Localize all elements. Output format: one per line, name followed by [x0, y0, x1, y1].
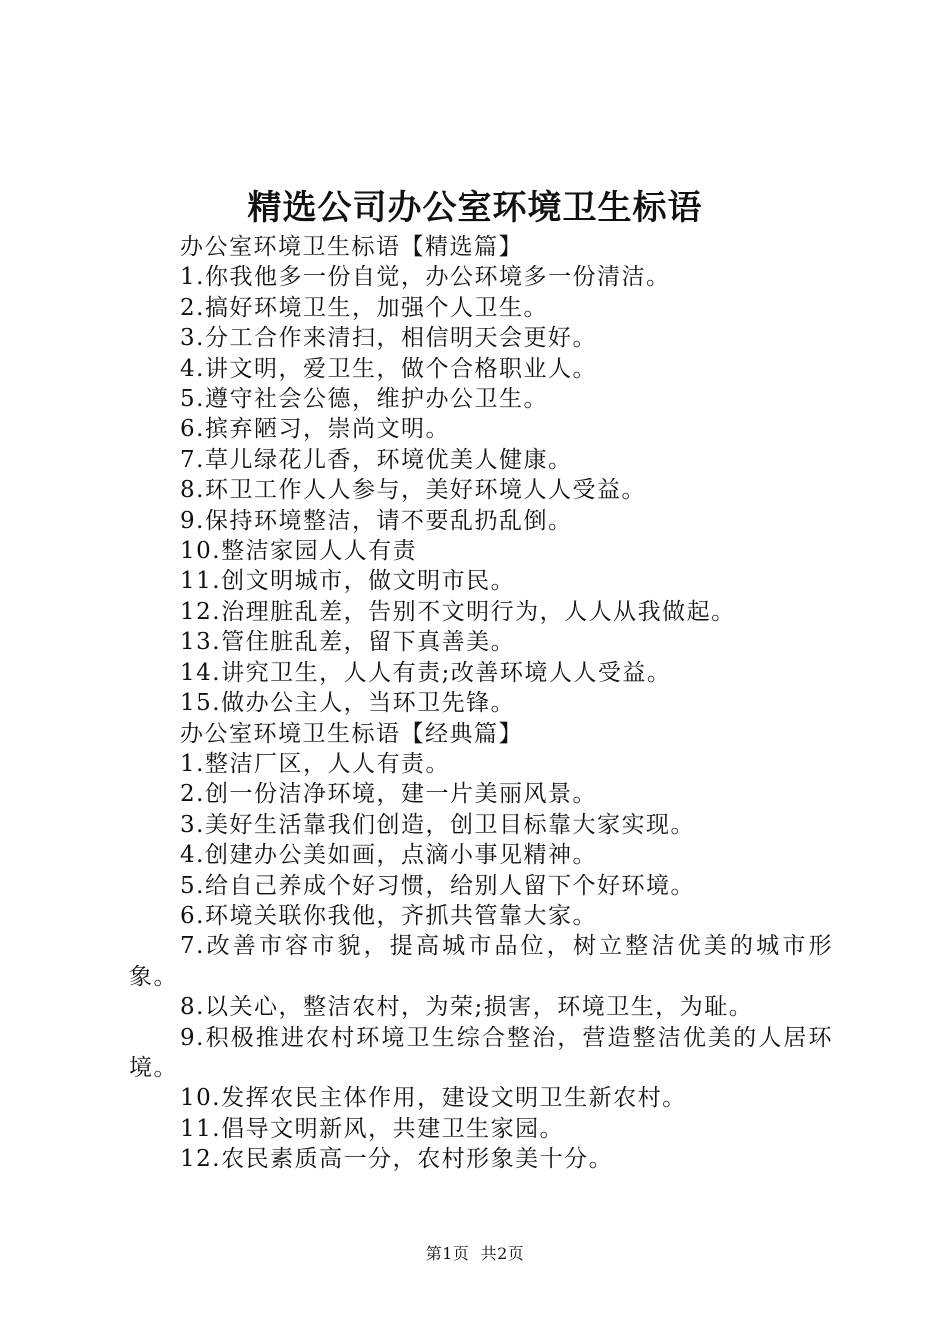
slogan-item: 10.整洁家园人人有责	[180, 538, 418, 565]
slogan-item: 6.摈弃陋习，崇尚文明。	[180, 416, 450, 443]
slogan-item: 9.积极推进农村环境卫生综合整治，营造整洁优美的人居环境。	[129, 1024, 833, 1081]
slogan-item: 4.创建办公美如画，点滴小事见精神。	[180, 842, 597, 869]
slogan-item: 11.倡导文明新风，共建卫生家园。	[180, 1115, 565, 1142]
slogan-item: 8.环卫工作人人参与，美好环境人人受益。	[180, 477, 646, 504]
slogan-item: 1.你我他多一份自觉，办公环境多一份清洁。	[180, 264, 671, 291]
slogan-item: 4.讲文明，爱卫生，做个合格职业人。	[180, 355, 597, 382]
section-heading-selected: 办公室环境卫生标语【精选篇】	[180, 234, 523, 260]
slogan-item: 2.创一份洁净环境，建一片美丽风景。	[180, 781, 597, 808]
slogan-item: 6.环境关联你我他，齐抓共管靠大家。	[180, 902, 597, 929]
document-body	[129, 232, 833, 1175]
slogan-item: 12.农民素质高一分，农村形象美十分。	[180, 1146, 614, 1173]
section-heading-classic: 办公室环境卫生标语【经典篇】	[180, 720, 523, 747]
slogan-item: 11.创文明城市，做文明市民。	[180, 568, 516, 595]
slogan-item: 12.治理脏乱差，告别不文明行为，人人从我做起。	[180, 598, 736, 625]
slogan-item: 3.分工合作来清扫，相信明天会更好。	[180, 325, 597, 352]
slogan-item: 7.草儿绿花儿香，环境优美人健康。	[180, 446, 573, 473]
slogan-item: 8.以关心，整洁农村，为荣;损害，环境卫生，为耻。	[180, 994, 754, 1021]
slogan-item: 2.搞好环境卫生，加强个人卫生。	[180, 294, 548, 321]
slogan-item: 5.遵守社会公德，维护办公卫生。	[180, 386, 548, 413]
document-title: 精选公司办公室环境卫生标语	[247, 188, 703, 228]
slogan-item: 7.改善市容市貌，提高城市品位，树立整洁优美的城市形象。	[129, 933, 833, 990]
slogan-item: 15.做办公主人，当环卫先锋。	[180, 690, 516, 717]
slogan-item: 14.讲究卫生，人人有责;改善环境人人受益。	[180, 659, 672, 686]
slogan-item: 9.保持环境整洁，请不要乱扔乱倒。	[180, 507, 573, 534]
slogan-item: 10.发挥农民主体作用，建设文明卫生新农村。	[180, 1085, 687, 1112]
slogan-item: 13.管住脏乱差，留下真善美。	[180, 629, 516, 656]
slogan-item: 1.整洁厂区，人人有责。	[180, 750, 450, 777]
page-number-label: 第1页 共2页	[425, 1244, 525, 1263]
page-footer	[0, 1242, 950, 1266]
slogan-item: 5.给自己养成个好习惯，给别人留下个好环境。	[180, 872, 695, 899]
slogan-item: 3.美好生活靠我们创造，创卫目标靠大家实现。	[180, 811, 695, 838]
